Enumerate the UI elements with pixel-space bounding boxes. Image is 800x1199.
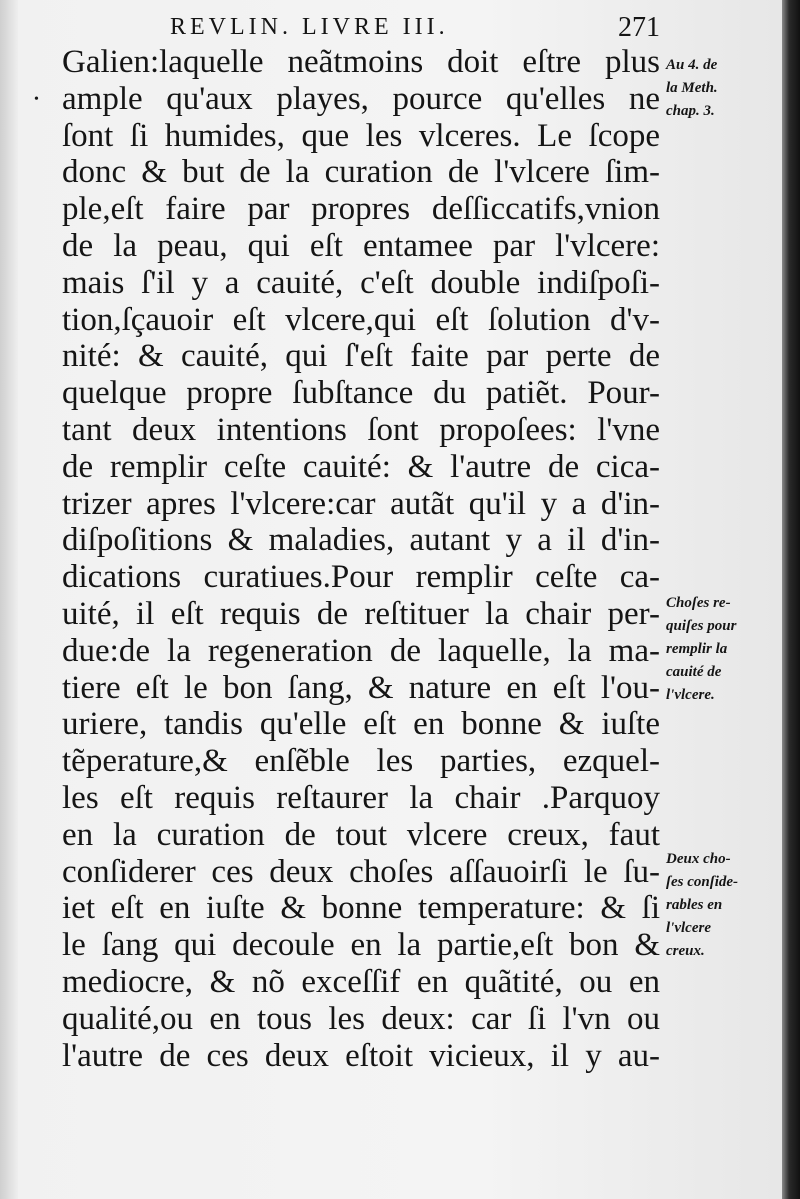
text-line: de la peau, qui eſt entamee par l'vlcere: — [62, 227, 660, 264]
page-gutter — [0, 0, 18, 1199]
page-edge-shadow — [782, 0, 800, 1199]
text-line: tẽperature,& enſẽble les parties, ezquel- — [62, 743, 660, 780]
margin-note-line: ſes conſide- — [666, 874, 739, 890]
text-line: mais ſ'il y a cauité, c'eſt double indiſpoſi- — [62, 264, 660, 301]
margin-note-line: Deux cho- — [666, 851, 731, 867]
margin-note-line: remplir la — [666, 641, 728, 657]
text-line: Galien:laquelle neãtmoins doit eſtre plus — [62, 44, 660, 80]
margin-note-line: l'vlcere — [666, 920, 711, 936]
text-line: quelque propre ſubſtance du patiẽt. Pour- — [62, 375, 660, 412]
margin-note-line: Au 4. de — [666, 57, 718, 73]
text-line: dications curatiues.Pour remplir ceſte ca- — [62, 559, 660, 596]
text-line: ſont ſi humides, que les vlceres. Le ſcope — [62, 117, 660, 154]
text-line: de remplir ceſte cauité: & l'autre de cica- — [62, 448, 660, 485]
text-line: tion,ſçauoir eſt vlcere,qui eſt ſolution d'v- — [62, 301, 660, 338]
text-line: tiere eſt le bon ſang, & nature en eſt l'ou- — [62, 669, 660, 706]
text-line: trizer apres l'vlcere:car autãt qu'il y a d'in- — [62, 485, 660, 522]
text-line: en la curation de tout vlcere creux, faut — [62, 816, 660, 853]
text-line: nité: & cauité, qui ſ'eſt faite par perte de — [62, 338, 660, 375]
margin-note-line: Choſes re- — [666, 595, 731, 611]
margin-note-line: quiſes pour — [666, 618, 737, 634]
body-text — [62, 44, 660, 1074]
margin-note-remplir — [666, 592, 784, 707]
running-head: REVLIN. LIVRE III. — [170, 14, 449, 40]
margin-note-line: l'vlcere. — [666, 687, 715, 703]
margin-note-line: la Meth. — [666, 80, 718, 96]
margin-note-deux-choses — [666, 848, 784, 963]
margin-note-line: cauité de — [666, 664, 722, 680]
text-line: les eſt requis reſtaurer la chair .Parquoy — [62, 779, 660, 816]
text-line: ple,eſt faire par propres deſſiccatifs,vnion — [62, 191, 660, 228]
text-line: uriere, tandis qu'elle eſt en bonne & iuſte — [62, 706, 660, 743]
page-number: 271 — [618, 12, 660, 43]
text-line: mediocre, & nõ exceſſif en quãtité, ou en — [62, 963, 660, 1000]
margin-dot-mark: • — [34, 92, 39, 107]
text-line: l'autre de ces deux eſtoit vicieux, il y au- — [62, 1037, 660, 1074]
text-line: diſpoſitions & maladies, autant y a il d'in- — [62, 522, 660, 559]
text-line: ample qu'aux playes, pource qu'elles ne — [62, 80, 660, 117]
text-line: donc & but de la curation de l'vlcere ſim- — [62, 154, 660, 191]
text-line: iet eſt en iuſte & bonne temperature: & ſi — [62, 890, 660, 927]
text-line: conſiderer ces deux choſes aſſauoirſi le ſu- — [62, 853, 660, 890]
margin-note-line: rables en — [666, 897, 723, 913]
margin-note-methode — [666, 54, 784, 123]
text-line: le ſang qui decoule en la partie,eſt bon & — [62, 927, 660, 964]
text-line: qualité,ou en tous les deux: car ſi l'vn ou — [62, 1000, 660, 1037]
margin-note-line: chap. 3. — [666, 103, 715, 119]
text-line: due:de la regeneration de laquelle, la ma- — [62, 632, 660, 669]
margin-note-line: creux. — [666, 943, 705, 959]
text-line: uité, il eſt requis de reſtituer la chair per- — [62, 595, 660, 632]
text-line: tant deux intentions ſont propoſees: l'vne — [62, 411, 660, 448]
